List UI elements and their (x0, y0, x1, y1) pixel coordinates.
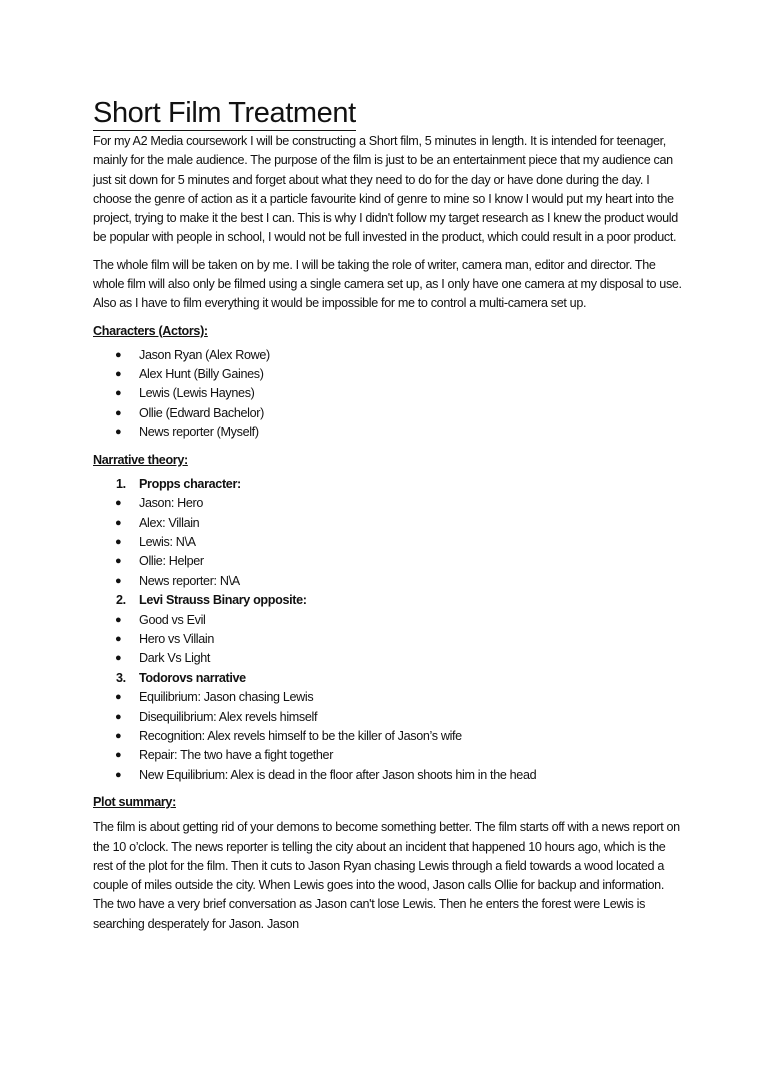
plot-heading: Plot summary: (93, 795, 176, 810)
narrative-item (93, 649, 683, 668)
list-item-text: Dark Vs Light (139, 651, 211, 666)
bullet-icon: ● (115, 691, 122, 704)
list-item-text: Hero vs Villain (139, 631, 215, 646)
narrative-item (93, 514, 683, 533)
narrative-item (93, 591, 683, 610)
narrative-item (93, 669, 683, 688)
characters-heading: Characters (Actors): (93, 323, 208, 338)
narrative-list (93, 475, 683, 786)
bullet-icon: ● (115, 652, 122, 665)
narrative-item (93, 766, 683, 785)
narrative-heading: Narrative theory: (93, 452, 188, 467)
bullet-icon: ● (115, 406, 122, 419)
document-title: Short Film Treatment (93, 97, 356, 129)
bullet-icon: ● (115, 574, 122, 587)
bullet-icon: ● (115, 426, 122, 439)
list-item-text: Ollie: Helper (139, 554, 204, 569)
list-item-text: News reporter: N\A (139, 573, 240, 588)
list-item-text: Lewis: N\A (139, 534, 196, 549)
bullet-icon: ● (115, 535, 122, 548)
narrative-item (93, 746, 683, 765)
list-number: 3. (116, 670, 126, 685)
list-subheading: Levi Strauss Binary opposite: (139, 593, 307, 608)
bullet-icon: ● (115, 516, 122, 529)
character-item (93, 423, 683, 442)
characters-list (93, 346, 683, 443)
narrative-item (93, 630, 683, 649)
document-page (93, 96, 683, 934)
plot-paragraph: The film is about getting rid of your demons to become something better. The film starts off with a news report on the 10 o’clock. The news reporter is telling the city about an incident that happened 10 hours ago, which is the rest of the plot for the film. Then it cuts to Jason Ryan chasing Lewis through a field towards a wood located a couple of miles outside the city. When Lewis goes into the wood, Jason calls Ollie for backup and information. The two have a very brief conversation as Jason can't lose Lewis. Then he enters the forest were Lewis is searching desperately for Jason. Jason (93, 820, 680, 931)
list-item-text: Ollie (Edward Bachelor) (139, 405, 264, 420)
list-item-text: New Equilibrium: Alex is dead in the floor after Jason shoots him in the head (139, 767, 537, 782)
list-item-text: Alex: Villain (139, 515, 200, 530)
narrative-item (93, 494, 683, 513)
list-subheading: Propps character: (139, 476, 241, 491)
list-item-text: Repair: The two have a fight together (139, 748, 334, 763)
bullet-icon: ● (115, 613, 122, 626)
bullet-icon: ● (115, 749, 122, 762)
character-item (93, 346, 683, 365)
list-item-text: Jason: Hero (139, 496, 204, 511)
list-number: 2. (116, 593, 126, 608)
bullet-icon: ● (115, 497, 122, 510)
bullet-icon: ● (115, 632, 122, 645)
narrative-item (93, 611, 683, 630)
list-subheading: Todorovs narrative (139, 670, 246, 685)
bullet-icon: ● (115, 368, 122, 381)
bullet-icon: ● (115, 729, 122, 742)
narrative-item (93, 552, 683, 571)
bullet-icon: ● (115, 710, 122, 723)
narrative-item (93, 688, 683, 707)
narrative-item (93, 708, 683, 727)
list-item-text: Good vs Evil (139, 612, 206, 627)
list-number: 1. (116, 476, 126, 491)
bullet-icon: ● (115, 768, 122, 781)
character-item (93, 384, 683, 403)
narrative-item (93, 727, 683, 746)
list-item-text: Jason Ryan (Alex Rowe) (139, 347, 270, 362)
narrative-item (93, 572, 683, 591)
list-item-text: Lewis (Lewis Haynes) (139, 386, 255, 401)
bullet-icon: ● (115, 387, 122, 400)
narrative-item (93, 475, 683, 494)
list-item-text: Alex Hunt (Billy Gaines) (139, 367, 264, 382)
narrative-item (93, 533, 683, 552)
bullet-icon: ● (115, 555, 122, 568)
bullet-icon: ● (115, 348, 122, 361)
list-item-text: News reporter (Myself) (139, 425, 259, 440)
character-item (93, 404, 683, 423)
production-paragraph: The whole film will be taken on by me. I will be taking the role of writer, camera man, editor and director. The whole film will also only be filmed using a single camera set up, as I only have one camera at my disposal to use. Also as I have to film everything it would be impossible for me to control a multi-camera set up. (93, 257, 682, 311)
intro-paragraph: For my A2 Media coursework I will be constructing a Short film, 5 minutes in length. It is intended for teenager, mainly for the male audience. The purpose of the film is just to be an entertainment piece that my audience can just sit down for 5 minutes and forget about what they need to do for the day or have done during the day. I choose the genre of action as it a particle favourite kind of genre to mine so I know I would put my heart into the project, trying to make it the best I can. This is why I didn't follow my target research as I knew the product would be popular with people in school, I would not be full invested in the product, which could result in a poor product. (93, 134, 678, 245)
list-item-text: Disequilibrium: Alex revels himself (139, 709, 318, 724)
character-item (93, 365, 683, 384)
list-item-text: Recognition: Alex revels himself to be the killer of Jason’s wife (139, 728, 462, 743)
list-item-text: Equilibrium: Jason chasing Lewis (139, 690, 314, 705)
